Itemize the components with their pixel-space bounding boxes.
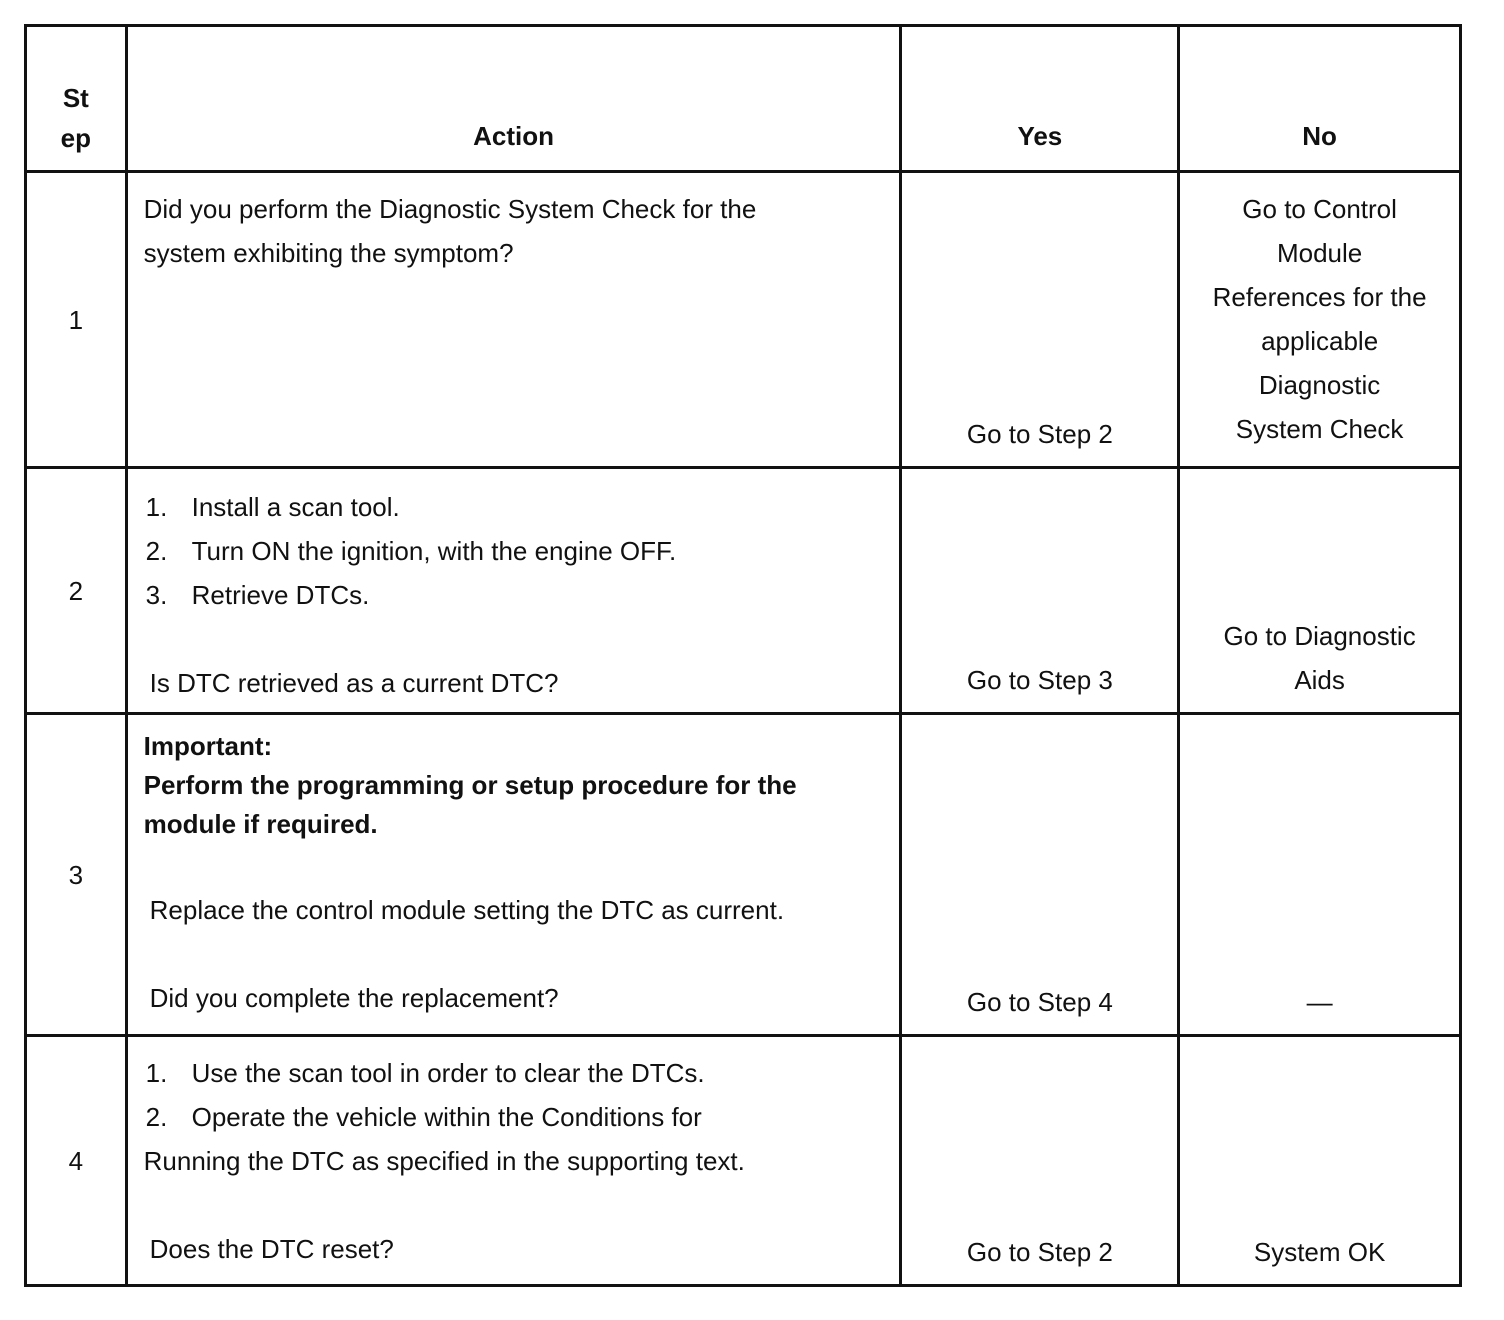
- list-item: [144, 1051, 888, 1095]
- header-step: [26, 26, 127, 172]
- spacer: [144, 1183, 888, 1227]
- list-item-number: 1.: [145, 492, 168, 522]
- no-cell: [1179, 468, 1461, 714]
- action-text: Did you perform the Diagnostic System Check for the: [143, 194, 757, 224]
- step-number: 3: [26, 714, 127, 1036]
- no-cell: [1179, 172, 1461, 468]
- table-row: [26, 1036, 1461, 1286]
- list-item-text: Retrieve DTCs.: [191, 580, 370, 610]
- continuation-text: Running the DTC as specified in the supporting text.: [143, 1146, 745, 1176]
- no-text: System OK: [1253, 1237, 1386, 1267]
- list-item: [144, 573, 888, 617]
- list-item: [144, 485, 888, 529]
- no-text[interactable]: applicable: [1261, 326, 1379, 356]
- list-item: [144, 1095, 888, 1139]
- no-text[interactable]: Module: [1276, 238, 1363, 268]
- no-text: —: [1306, 987, 1333, 1017]
- header-no: No: [1179, 26, 1461, 172]
- action-cell: [126, 714, 901, 1036]
- action-cell: [126, 468, 901, 714]
- list-item: [144, 529, 888, 573]
- no-text[interactable]: Go to Control: [1242, 194, 1397, 224]
- no-text[interactable]: Aids: [1294, 665, 1345, 695]
- no-cell: [1179, 1036, 1461, 1286]
- header-step-line2: ep: [60, 123, 91, 153]
- yes-cell: [901, 172, 1179, 468]
- important-text: Perform the programming or setup procedure for the: [143, 770, 797, 800]
- no-cell: [1179, 714, 1461, 1036]
- action-cell: [126, 172, 901, 468]
- step-number: 4: [26, 1036, 127, 1286]
- yes-link[interactable]: Go to Step 2: [966, 419, 1113, 449]
- action-text: system exhibiting the symptom?: [143, 238, 514, 268]
- list-item-number: 3.: [145, 580, 168, 610]
- yes-cell: [901, 1036, 1179, 1286]
- spacer: [144, 844, 888, 888]
- spacer: [144, 932, 888, 976]
- yes-cell: [901, 468, 1179, 714]
- table-row: [26, 172, 1461, 468]
- instruction-text: Replace the control module setting the DTC as current.: [149, 895, 785, 925]
- header-step-line1: St: [62, 83, 89, 113]
- header-action: Action: [126, 26, 901, 172]
- important-label: Important:: [143, 731, 273, 761]
- important-text: module if required.: [143, 809, 378, 839]
- no-text[interactable]: References for the: [1212, 282, 1427, 312]
- list-item-number: 1.: [145, 1058, 168, 1088]
- step-number: 1: [26, 172, 127, 468]
- no-text[interactable]: Diagnostic: [1258, 370, 1381, 400]
- table-row: [26, 468, 1461, 714]
- diagnostic-table: [24, 24, 1462, 1287]
- yes-link[interactable]: Go to Step 2: [966, 1237, 1113, 1267]
- question-text: Is DTC retrieved as a current DTC?: [149, 668, 559, 698]
- list-item-number: 2.: [145, 1102, 168, 1132]
- question-text: Did you complete the replacement?: [149, 983, 559, 1013]
- table-row: [26, 714, 1461, 1036]
- list-item-text: Operate the vehicle within the Conditions for: [191, 1102, 702, 1132]
- yes-link[interactable]: Go to Step 3: [966, 665, 1113, 695]
- action-cell: [126, 1036, 901, 1286]
- yes-link[interactable]: Go to Step 4: [966, 987, 1113, 1017]
- header-yes: Yes: [901, 26, 1179, 172]
- no-text[interactable]: System Check: [1235, 414, 1404, 444]
- question-text: Does the DTC reset?: [149, 1234, 394, 1264]
- step-number: 2: [26, 468, 127, 714]
- no-text[interactable]: Go to Diagnostic: [1223, 621, 1416, 651]
- spacer: [144, 617, 888, 661]
- table-header-row: [26, 26, 1461, 172]
- list-item-text: Use the scan tool in order to clear the DTCs.: [191, 1058, 705, 1088]
- list-item-text: Install a scan tool.: [191, 492, 400, 522]
- yes-cell: [901, 714, 1179, 1036]
- list-item-number: 2.: [145, 536, 168, 566]
- list-item-text: Turn ON the ignition, with the engine OFF.: [191, 536, 677, 566]
